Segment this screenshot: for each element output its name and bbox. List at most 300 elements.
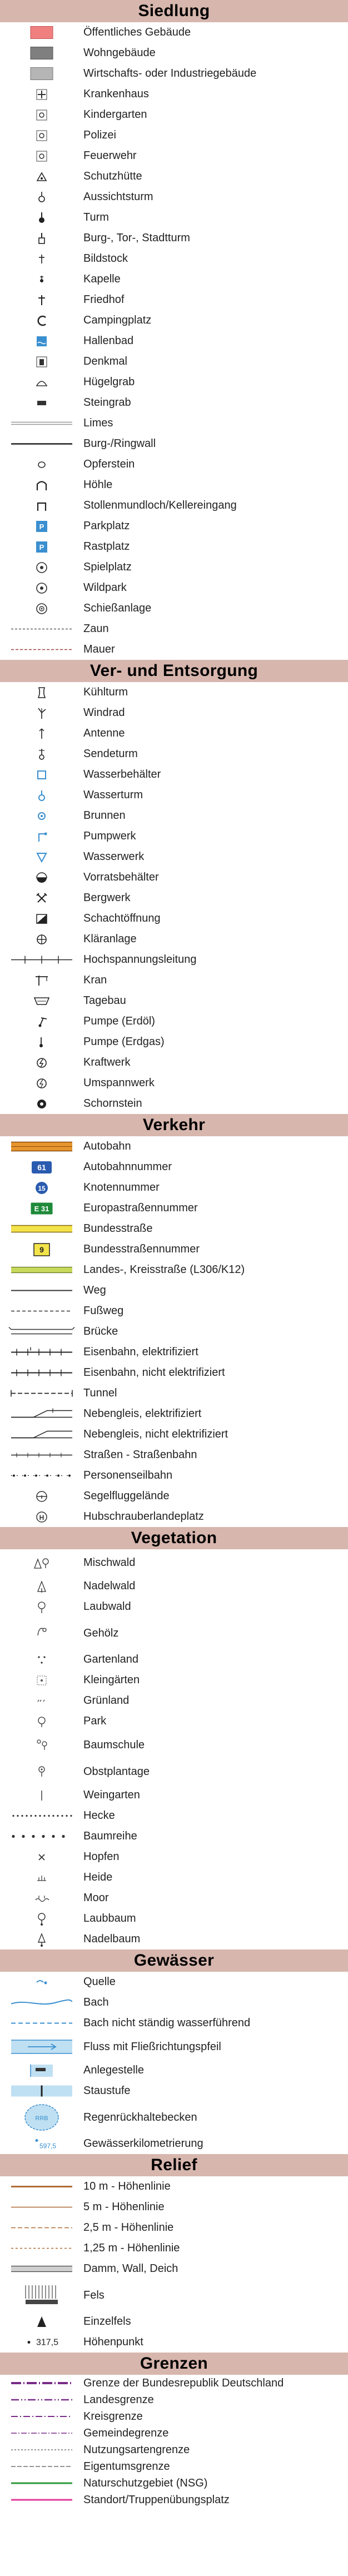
legend-item: [0, 22, 348, 43]
tramway-icon: [0, 1445, 83, 1465]
legend-label: Limes: [83, 417, 113, 429]
legend-item: [0, 1806, 348, 1826]
legend-item: [0, 2475, 348, 2492]
legend-label: Brücke: [83, 1325, 118, 1337]
legend-item: [0, 290, 348, 310]
legend-label: Kindergarten: [83, 108, 147, 121]
svg-text:E 31: E 31: [34, 1205, 49, 1213]
contour-1-25m-icon: [0, 2238, 83, 2259]
legend-label: Eisenbahn, nicht elektrifiziert: [83, 1366, 225, 1379]
legend-item: [0, 2238, 348, 2259]
legend-item: [0, 2013, 348, 2033]
legend-label: Grenze der Bundesrepublik Deutschland: [83, 2376, 284, 2389]
indoor-pool-icon: [0, 331, 83, 351]
legend-label: Fußweg: [83, 1305, 124, 1317]
parking-icon: [0, 516, 83, 536]
legend-label: Schornstein: [83, 1097, 142, 1110]
svg-text:RRB: RRB: [35, 2115, 48, 2122]
legend-item: [0, 1908, 348, 1929]
legend-item: [0, 2425, 348, 2441]
legend-item: [0, 2311, 348, 2332]
legend-item: [0, 372, 348, 392]
legend-item: [0, 805, 348, 826]
legend-item: [0, 1073, 348, 1093]
shelter-hut-icon: [0, 166, 83, 187]
legend-label: Aussichtsturm: [83, 191, 153, 203]
legend-label: Campingplatz: [83, 314, 152, 326]
park-icon: [0, 1711, 83, 1732]
storage-tank-icon: [0, 867, 83, 888]
well-icon: [0, 805, 83, 826]
state-road-line-icon: [0, 1260, 83, 1280]
legend-item: [0, 2217, 348, 2238]
legend-item: [0, 2441, 348, 2458]
legend-label: Standort/Truppenübungsplatz: [83, 2493, 230, 2506]
section-header: Vegetation: [0, 1527, 348, 1549]
wall-line-icon: [0, 639, 83, 660]
legend-item: [0, 495, 348, 516]
legend-label: Parkplatz: [83, 520, 130, 532]
legend-item: [0, 1758, 348, 1785]
legend-label: Burg-/Ringwall: [83, 437, 156, 450]
spring-icon: [0, 1972, 83, 1992]
legend-label: Bildstock: [83, 252, 128, 265]
legend-item: [0, 867, 348, 888]
legend-label: Grünland: [83, 1694, 130, 1707]
svg-text:9: 9: [39, 1245, 44, 1254]
legend-label: Mischwald: [83, 1556, 136, 1569]
electrified-railway-icon: [0, 1342, 83, 1362]
sewage-plant-icon: [0, 929, 83, 949]
legend-label: Hochspannungsleitung: [83, 953, 197, 966]
cave-icon: [0, 475, 83, 495]
legend-item: [0, 1177, 348, 1198]
legend-label: Obstplantage: [83, 1765, 150, 1778]
legend-item: [0, 2081, 348, 2101]
legend-label: Opferstein: [83, 458, 135, 470]
legend-item: [0, 703, 348, 723]
legend-item: [0, 475, 348, 495]
svg-text:P: P: [39, 543, 44, 551]
legend-label: Antenne: [83, 727, 125, 739]
legend-label: Bergwerk: [83, 892, 131, 904]
tree-nursery-icon: [0, 1732, 83, 1758]
legend-item: [0, 1342, 348, 1362]
landing-stage-icon: [0, 2060, 83, 2081]
legend-label: Höhenpunkt: [83, 2336, 143, 2348]
legend-label: Öffentliches Gebäude: [83, 26, 191, 38]
legend-label: Nadelbaum: [83, 1933, 141, 1945]
contour-5m-icon: [0, 2197, 83, 2217]
legend-label: Autobahn: [83, 1140, 131, 1152]
tunnel-icon: [0, 1383, 83, 1404]
gas-pump-icon: [0, 1032, 83, 1052]
coniferous-forest-icon: [0, 1576, 83, 1597]
contour-10m-icon: [0, 2176, 83, 2197]
legend-item: [0, 1239, 348, 1260]
river-kilometer-icon: [0, 2134, 83, 2154]
legend-label: Gartenland: [83, 1653, 138, 1665]
chapel-icon: [0, 269, 83, 290]
legend-label: Hubschrauberlandeplatz: [83, 1510, 204, 1523]
legend-item: [0, 1032, 348, 1052]
legend-label: 2,5 m - Höhenlinie: [83, 2221, 174, 2234]
legend-label: Bach: [83, 1996, 109, 2008]
vineyard-icon: [0, 1785, 83, 1806]
grove-icon: [0, 1617, 83, 1649]
legend-label: Nutzungsartengrenze: [83, 2443, 190, 2456]
legend-item: [0, 1465, 348, 1486]
legend-label: Quelle: [83, 1976, 116, 1988]
industrial-building-icon: [0, 63, 83, 84]
legend-label: Baumschule: [83, 1738, 145, 1751]
legend-item: [0, 2033, 348, 2060]
legend-item: [0, 1506, 348, 1527]
legend-item: [0, 1260, 348, 1280]
legend-item: [0, 1690, 348, 1711]
legend-label: Anlegestelle: [83, 2064, 144, 2076]
legend-item: [0, 1711, 348, 1732]
residential-building-icon: [0, 43, 83, 63]
legend-label: Kleingärten: [83, 1674, 140, 1686]
legend-item: [0, 1362, 348, 1383]
legend-item: [0, 2332, 348, 2353]
monument-icon: [0, 351, 83, 372]
legend-label: Kühlturm: [83, 686, 128, 698]
svg-text:15: 15: [38, 1185, 46, 1192]
wind-turbine-icon: [0, 703, 83, 723]
transmitter-tower-icon: [0, 744, 83, 764]
intermittent-stream-icon: [0, 2013, 83, 2033]
legend-item: [0, 1280, 348, 1301]
legend-label: Landes-, Kreisstraße (L306/K12): [83, 1264, 245, 1276]
svg-text:597,5: 597,5: [39, 2142, 57, 2150]
legend-item: [0, 1576, 348, 1597]
legend-label: Hopfen: [83, 1851, 120, 1863]
shooting-range-icon: [0, 598, 83, 619]
castle-tower-icon: [0, 228, 83, 248]
legend-label: Wirtschafts- oder Industriegebäude: [83, 67, 257, 79]
retention-basin-icon: [0, 2101, 83, 2134]
legend-item: [0, 1888, 348, 1908]
legend-item: [0, 1136, 348, 1157]
legend-item: [0, 516, 348, 536]
legend-label: Eisenbahn, elektrifiziert: [83, 1346, 198, 1358]
legend-item: [0, 310, 348, 331]
legend-label: Pumpe (Erdöl): [83, 1015, 155, 1027]
spot-height-icon: [0, 2332, 83, 2353]
legend-label: Brunnen: [83, 809, 126, 822]
legend-label: Sendeturm: [83, 748, 138, 760]
wayside-shrine-icon: [0, 248, 83, 269]
legend-label: Nebengleis, nicht elektrifiziert: [83, 1428, 228, 1440]
legend-label: Schachtöffnung: [83, 912, 161, 924]
legend-item: [0, 826, 348, 847]
legend-item: [0, 1972, 348, 1992]
siding-icon: [0, 1424, 83, 1445]
legend-label: Hügelgrab: [83, 376, 135, 388]
legend-label: Kraftwerk: [83, 1056, 131, 1068]
legend-label: Tunnel: [83, 1387, 117, 1399]
legend-item: [0, 351, 348, 372]
legend-item: [0, 1549, 348, 1576]
legend-item: [0, 413, 348, 434]
legend-label: Feuerwehr: [83, 150, 137, 162]
tunnel-mouth-icon: [0, 495, 83, 516]
legend-item: [0, 1992, 348, 2013]
legend-label: Stollenmundloch/Kellereingang: [83, 499, 237, 511]
legend-label: Bach nicht ständig wasserführend: [83, 2017, 251, 2029]
legend-label: Landesgrenze: [83, 2393, 154, 2406]
section-header: Verkehr: [0, 1114, 348, 1136]
legend-label: Park: [83, 1715, 107, 1727]
legend-item: [0, 269, 348, 290]
legend-label: Regenrückhaltebecken: [83, 2111, 197, 2124]
sacrificial-stone-icon: [0, 454, 83, 475]
legend-item: [0, 1867, 348, 1888]
legend-label: Fels: [83, 2289, 105, 2301]
legend-item: [0, 578, 348, 598]
legend-label: Gehölz: [83, 1627, 119, 1639]
legend-item: [0, 166, 348, 187]
legend-label: Zaun: [83, 623, 109, 635]
legend-label: Mauer: [83, 643, 115, 655]
federal-road-line-icon: [0, 1219, 83, 1239]
legend-label: Knotennummer: [83, 1181, 160, 1193]
legend-label: Moor: [83, 1892, 109, 1904]
legend-item: [0, 187, 348, 207]
legend-item: [0, 1617, 348, 1649]
wildlife-park-icon: [0, 578, 83, 598]
legend-item: [0, 908, 348, 929]
legend-label: Staustufe: [83, 2085, 131, 2097]
svg-text:317,5: 317,5: [36, 2338, 59, 2348]
land-use-border-icon: [0, 2441, 83, 2458]
bridge-icon: [0, 1321, 83, 1342]
cemetery-icon: [0, 290, 83, 310]
legend-label: Friedhof: [83, 294, 125, 306]
legend-item: [0, 2060, 348, 2081]
county-border-icon: [0, 2408, 83, 2425]
hops-icon: [0, 1847, 83, 1867]
legend-label: Krankenhaus: [83, 88, 149, 100]
legend-label: Wasserwerk: [83, 851, 145, 863]
legend-label: Pumpwerk: [83, 830, 136, 842]
section-header: Relief: [0, 2154, 348, 2176]
legend-label: Eigentumsgrenze: [83, 2460, 170, 2473]
legend-item: [0, 744, 348, 764]
legend-item: [0, 434, 348, 454]
legend-label: 1,25 m - Höhenlinie: [83, 2242, 180, 2254]
pumping-station-icon: [0, 826, 83, 847]
heath-icon: [0, 1867, 83, 1888]
legend-item: [0, 2279, 348, 2311]
fire-station-icon: [0, 146, 83, 166]
legend-label: 10 m - Höhenlinie: [83, 2180, 171, 2192]
legend-label: Windrad: [83, 707, 125, 719]
section-header: Grenzen: [0, 2353, 348, 2375]
legend-item: [0, 1321, 348, 1342]
rampart-line-icon: [0, 434, 83, 454]
police-icon: [0, 125, 83, 146]
legend-item: [0, 2259, 348, 2279]
legend-item: [0, 248, 348, 269]
legend-item: [0, 43, 348, 63]
stream-line-icon: [0, 1992, 83, 2013]
open-pit-mine-icon: [0, 991, 83, 1011]
training-area-border-icon: [0, 2492, 83, 2508]
legend-item: [0, 1649, 348, 1670]
legend-label: Bundesstraßennummer: [83, 1243, 200, 1255]
legend-label: Hallenbad: [83, 335, 134, 347]
section-header: Ver- und Entsorgung: [0, 660, 348, 682]
legend-label: Vorratsbehälter: [83, 871, 159, 883]
weir-icon: [0, 2081, 83, 2101]
legend-item: [0, 105, 348, 125]
tower-icon: [0, 207, 83, 228]
legend-item: [0, 598, 348, 619]
legend-item: [0, 2391, 348, 2408]
waterworks-icon: [0, 847, 83, 867]
rest-area-icon: [0, 536, 83, 557]
legend-item: [0, 1929, 348, 1950]
legend-item: [0, 2492, 348, 2508]
legend-label: Baumreihe: [83, 1830, 137, 1842]
legend-item: [0, 2176, 348, 2197]
siding-electrified-icon: [0, 1404, 83, 1424]
legend-item: [0, 1219, 348, 1239]
legend-item: [0, 1052, 348, 1073]
legend-label: Wasserturm: [83, 789, 143, 801]
single-rock-icon: [0, 2311, 83, 2332]
legend-label: Tagebau: [83, 994, 126, 1007]
footpath-line-icon: [0, 1301, 83, 1321]
helipad-icon: [0, 1506, 83, 1527]
property-border-icon: [0, 2458, 83, 2475]
path-line-icon: [0, 1280, 83, 1301]
european-road-number-icon: [0, 1198, 83, 1219]
legend-item: [0, 228, 348, 248]
barrow-icon: [0, 372, 83, 392]
section-header: Siedlung: [0, 0, 348, 22]
legend-label: Weg: [83, 1284, 106, 1296]
svg-text:61: 61: [37, 1163, 46, 1172]
legend-item: [0, 1847, 348, 1867]
legend-item: [0, 2375, 348, 2391]
legend-item: [0, 970, 348, 991]
legend-label: Pumpe (Erdgas): [83, 1036, 165, 1048]
hedge-line-icon: [0, 1806, 83, 1826]
mixed-forest-icon: [0, 1549, 83, 1576]
legend-item: [0, 125, 348, 146]
cooling-tower-icon: [0, 682, 83, 703]
legend-item: [0, 557, 348, 578]
legend-label: Autobahnnummer: [83, 1161, 172, 1173]
legend-label: Polizei: [83, 129, 116, 141]
limes-line-icon: [0, 413, 83, 434]
legend-item: [0, 331, 348, 351]
legend-label: Höhle: [83, 479, 113, 491]
legend-item: [0, 1093, 348, 1114]
legend-label: Burg-, Tor-, Stadtturm: [83, 232, 190, 244]
garden-land-icon: [0, 1649, 83, 1670]
river-flow-icon: [0, 2033, 83, 2060]
mine-icon: [0, 888, 83, 908]
oil-pump-icon: [0, 1011, 83, 1032]
state-border-icon: [0, 2391, 83, 2408]
legend-item: [0, 619, 348, 639]
legend-item: [0, 63, 348, 84]
federal-road-number-icon: [0, 1239, 83, 1260]
moor-icon: [0, 1888, 83, 1908]
legend-item: [0, 639, 348, 660]
legend-label: Laubwald: [83, 1600, 131, 1613]
legend-label: Naturschutzgebiet (NSG): [83, 2476, 208, 2489]
water-tank-icon: [0, 764, 83, 785]
orchard-icon: [0, 1758, 83, 1785]
legend-item: [0, 207, 348, 228]
hospital-icon: [0, 84, 83, 105]
dam-icon: [0, 2259, 83, 2279]
legend-label: Fluss mit Fließrichtungspfeil: [83, 2040, 221, 2053]
legend-label: 5 m - Höhenlinie: [83, 2201, 165, 2213]
legend-label: Schutzhütte: [83, 170, 142, 182]
legend-item: [0, 929, 348, 949]
legend-item: [0, 1826, 348, 1847]
legend-label: Nebengleis, elektrifiziert: [83, 1408, 202, 1420]
legend-label: Wasserbehälter: [83, 768, 161, 780]
legend-item: [0, 2458, 348, 2475]
section-header: Gewässer: [0, 1950, 348, 1972]
power-line-icon: [0, 949, 83, 970]
legend-item: [0, 847, 348, 867]
allotments-icon: [0, 1670, 83, 1690]
playground-icon: [0, 557, 83, 578]
legend-label: Laubbaum: [83, 1912, 136, 1924]
legend-item: [0, 949, 348, 970]
legend-item: [0, 1157, 348, 1177]
legend-item: [0, 1424, 348, 1445]
legend-item: [0, 764, 348, 785]
conifer-tree-icon: [0, 1929, 83, 1950]
motorway-number-icon: [0, 1157, 83, 1177]
grassland-icon: [0, 1690, 83, 1711]
legend-label: Nadelwald: [83, 1580, 136, 1592]
legend-item: [0, 1670, 348, 1690]
campsite-icon: [0, 310, 83, 331]
substation-icon: [0, 1073, 83, 1093]
antenna-icon: [0, 723, 83, 744]
legend-label: Kran: [83, 974, 107, 986]
legend-item: [0, 1404, 348, 1424]
legend-item: [0, 991, 348, 1011]
junction-number-icon: [0, 1177, 83, 1198]
legend-label: Turm: [83, 211, 109, 223]
legend-label: Hecke: [83, 1809, 115, 1822]
legend-item: [0, 1785, 348, 1806]
rock-icon: [0, 2279, 83, 2311]
observation-tower-icon: [0, 187, 83, 207]
legend-label: Bundesstraße: [83, 1222, 153, 1235]
legend-item: [0, 2197, 348, 2217]
legend-item: [0, 1597, 348, 1617]
legend-item: [0, 1445, 348, 1465]
legend-label: Weingarten: [83, 1789, 140, 1801]
public-building-area-icon: [0, 22, 83, 43]
legend-item: [0, 1383, 348, 1404]
cable-car-icon: [0, 1465, 83, 1486]
legend-label: Einzelfels: [83, 2315, 131, 2328]
